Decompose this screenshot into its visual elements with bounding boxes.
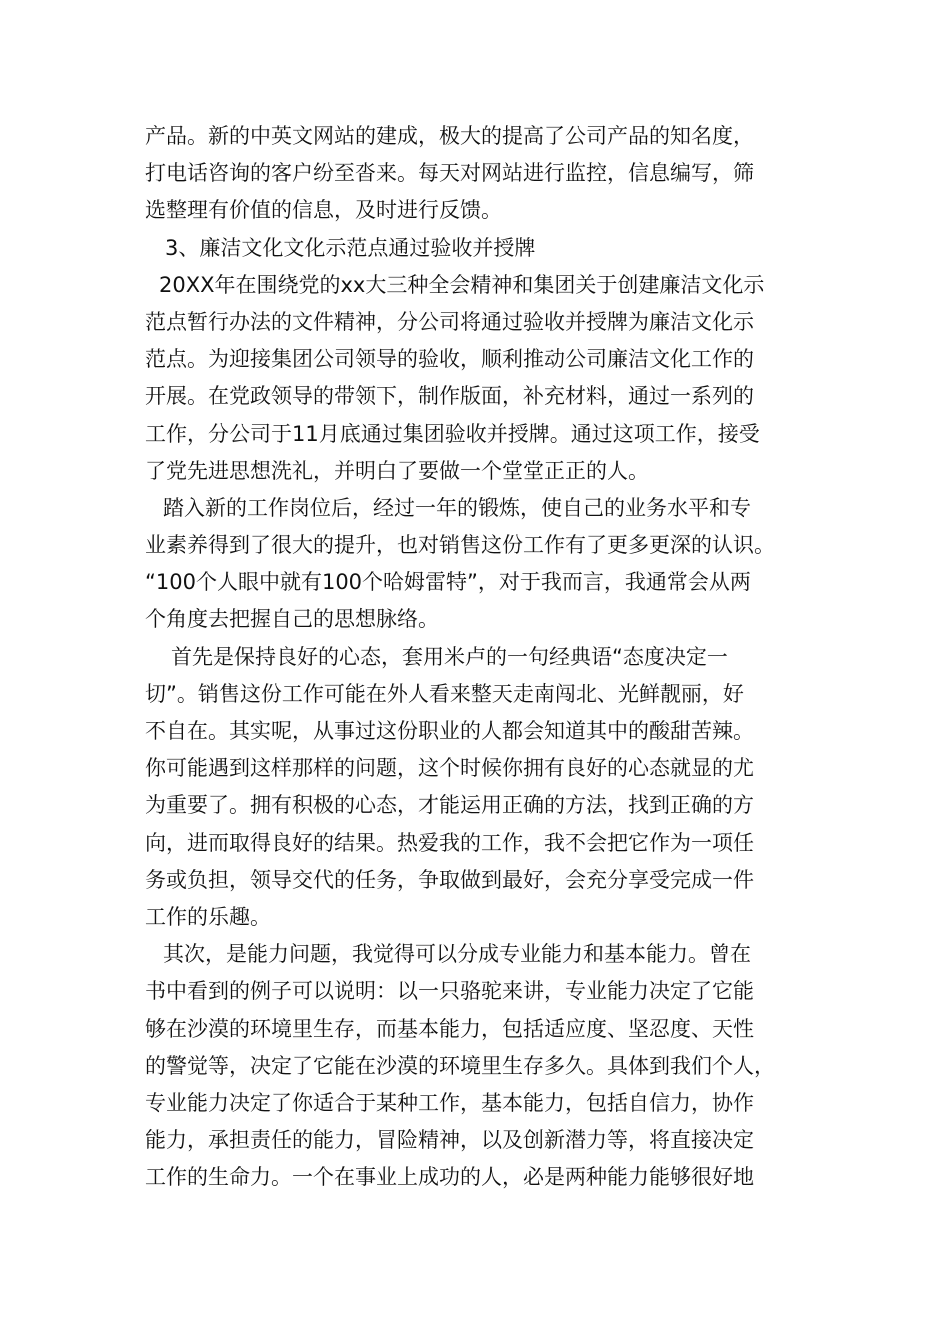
text-line: 工作的乐趣。	[145, 904, 271, 929]
text-line: 工作的生命力。一个在事业上成功的人，必是两种能力能够很好地	[145, 1165, 754, 1190]
text-line: 业素养得到了很大的提升，也对销售这份工作有了更多更深的认识。	[145, 533, 775, 558]
text-line: 书中看到的例子可以说明：以一只骆驼来讲，专业能力决定了它能	[145, 979, 754, 1004]
text-line: 不自在。其实呢，从事过这份职业的人都会知道其中的酸甜苦辣。	[145, 719, 754, 743]
text-line: 够在沙漠的环境里生存，而基本能力，包括适应度、坚忍度、天性	[145, 1016, 754, 1041]
text-line: 工作，分公司于11月底通过集团验收并授牌。通过这项工作，接受	[145, 421, 760, 446]
text-line: 为重要了。拥有积极的心态，才能运用正确的方法，找到正确的方	[145, 793, 754, 818]
text-line: 踏入新的工作岗位后，经过一年的锻炼，使自己的业务水平和专	[163, 495, 751, 520]
text-line: 打电话咨询的客户纷至沓来。每天对网站进行监控，信息编写，筛	[145, 161, 754, 186]
text-line: 其次，是能力问题，我觉得可以分成专业能力和基本能力。曾在	[163, 942, 751, 967]
text-line: 开展。在党政领导的带领下，制作版面，补充材料，通过一系列的	[145, 384, 754, 409]
text-line: 你可能遇到这样那样的问题，这个时候你拥有良好的心态就显的尤	[145, 756, 754, 781]
text-line: 首先是保持良好的心态，套用米卢的一句经典语“态度决定一	[171, 644, 728, 669]
text-line: “100个人眼中就有100个哈姆雷特”，对于我而言，我通常会从两	[145, 570, 751, 595]
text-line: 了党先进思想洗礼，并明白了要做一个堂堂正正的人。	[145, 458, 649, 483]
text-line: 个角度去把握自己的思想脉络。	[145, 607, 439, 632]
text-line: 切”。销售这份工作可能在外人看来整天走南闯北、光鲜靓丽，好	[145, 681, 744, 706]
section-heading: 3、廉洁文化文化示范点通过验收并授牌	[165, 235, 536, 260]
text-line: 产品。新的中英文网站的建成，极大的提高了公司产品的知名度，	[145, 124, 754, 148]
text-line: 选整理有价值的信息，及时进行反馈。	[145, 198, 502, 223]
text-line: 能力，承担责任的能力，冒险精神，以及创新潜力等，将直接决定	[145, 1128, 754, 1153]
document-body	[145, 118, 825, 1196]
text-line: 20XX年在围绕党的xx大三种全会精神和集团关于创建廉洁文化示	[159, 272, 765, 297]
text-line: 专业能力决定了你适合于某种工作，基本能力，包括自信力，协作	[145, 1090, 754, 1115]
text-line: 范点暂行办法的文件精神，分公司将通过验收并授牌为廉洁文化示	[145, 309, 754, 334]
text-line: 向，进而取得良好的结果。热爱我的工作，我不会把它作为一项任	[145, 830, 754, 855]
text-line: 务或负担，领导交代的任务，争取做到最好，会充分享受完成一件	[145, 867, 754, 892]
text-line: 的警觉等，决定了它能在沙漠的环境里生存多久。具体到我们个人，	[145, 1053, 775, 1078]
text-line: 范点。为迎接集团公司领导的验收，顺利推动公司廉洁文化工作的	[145, 347, 754, 372]
